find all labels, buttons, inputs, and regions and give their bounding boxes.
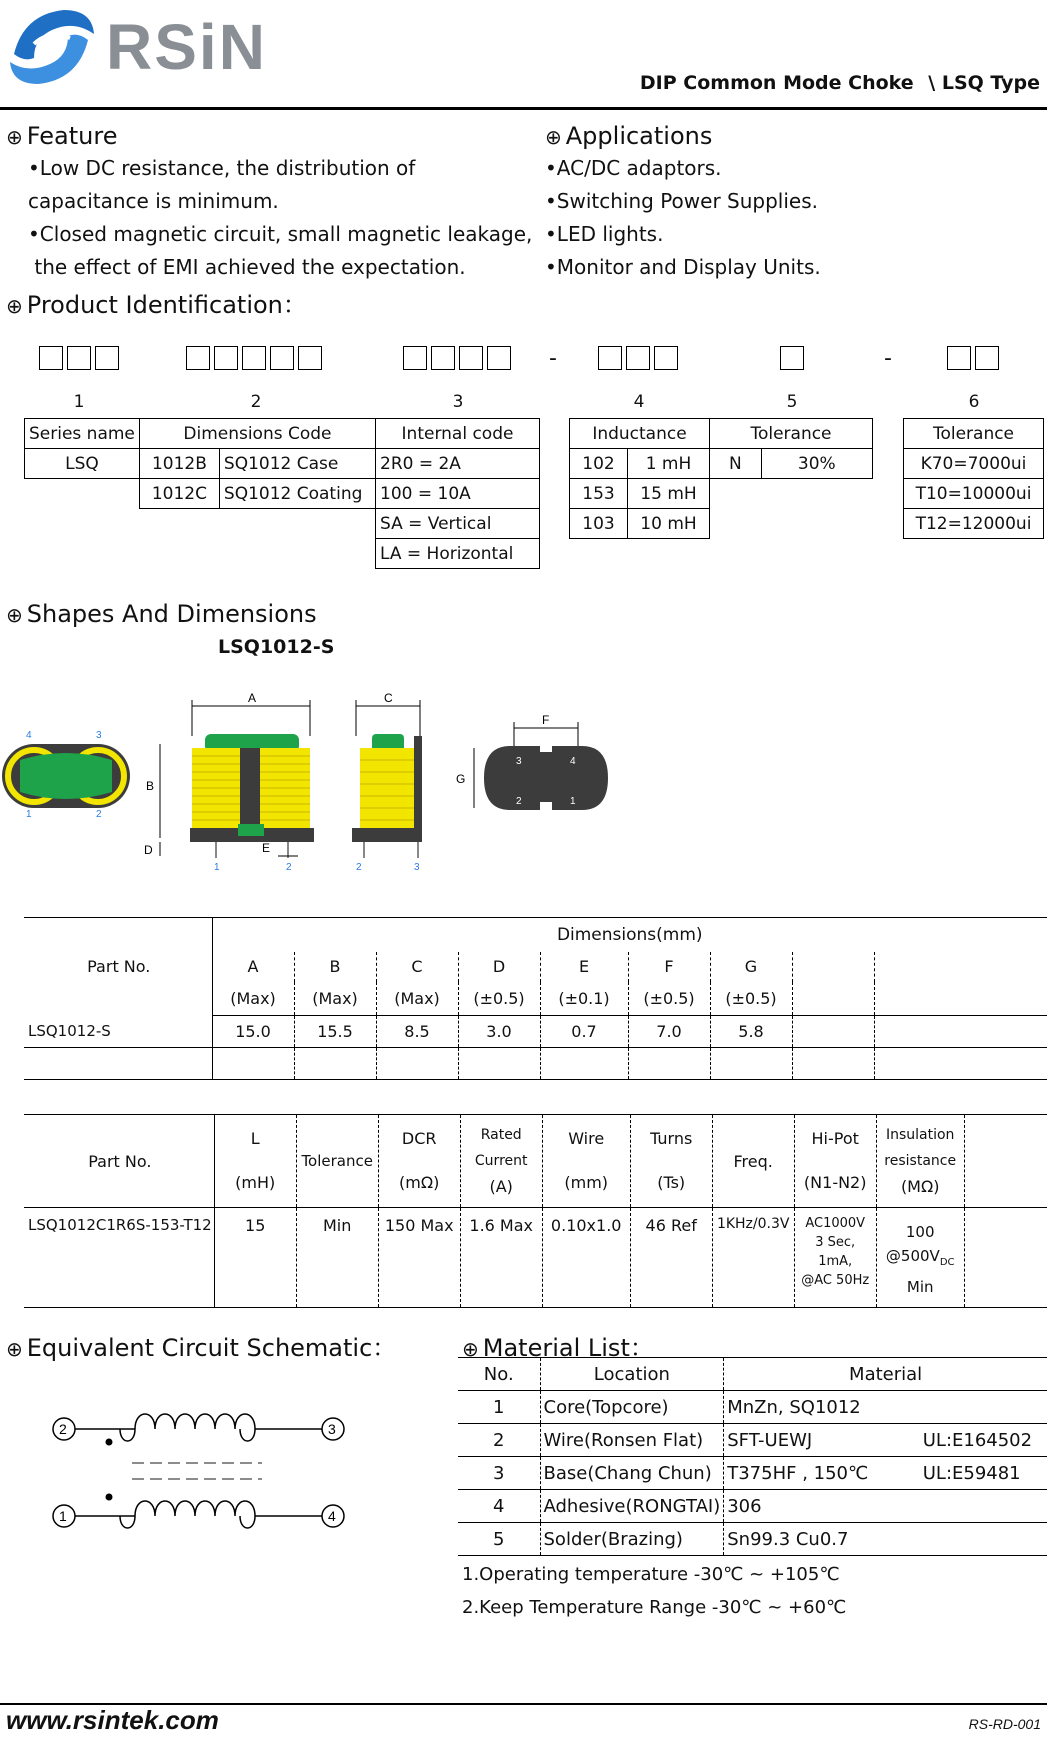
code-dash: -: [549, 346, 557, 371]
dim-col-header: G: [710, 952, 792, 982]
dim-desc: SQ1012 Coating: [219, 479, 375, 509]
pin-label: 1: [26, 809, 32, 820]
elec-tol-header: Tolerance: [296, 1115, 378, 1208]
footer-website-link[interactable]: www.rsintek.com: [6, 1705, 219, 1735]
mat-location: Solder(Brazing): [540, 1523, 724, 1556]
series-dims-table: [24, 418, 540, 569]
dim-label-d: D: [144, 843, 153, 857]
mat-no: 1: [458, 1391, 540, 1424]
node-label: 4: [328, 1508, 336, 1524]
mat-no: 5: [458, 1523, 540, 1556]
hipot-line: 3 Sec,: [815, 1235, 856, 1250]
feature-line: •Low DC resistance, the distribution of: [28, 156, 416, 180]
dim-code: 1012B: [139, 449, 219, 479]
dim-tol: (Max): [212, 982, 294, 1016]
elec-header-line: (mH): [235, 1173, 276, 1192]
hipot-line: 1mA,: [818, 1254, 853, 1269]
dim-col-header: B: [294, 952, 376, 982]
mat-header: Location: [540, 1358, 724, 1391]
elec-part-header: Part No.: [88, 1151, 152, 1171]
node-label: 1: [59, 1508, 67, 1524]
applications-heading: [545, 122, 712, 150]
dims-header: Dimensions Code: [139, 419, 375, 449]
elec-header-line: Current: [474, 1153, 528, 1169]
elec-freq-value: 1KHz/0.3V: [712, 1208, 794, 1308]
code-number: 1: [73, 392, 85, 412]
inductance-code: 153: [570, 479, 628, 509]
schematic-heading: [6, 1328, 396, 1363]
elec-part-value: LSQ1012C1R6S-153-T12: [28, 1216, 212, 1234]
material-note: 1.Operating temperature -30℃ ~ +105℃: [462, 1564, 840, 1585]
material-notes: [462, 1558, 846, 1624]
elec-dcr-value: 150 Max: [378, 1208, 460, 1308]
tolerance2-value: T12=12000ui: [904, 509, 1044, 539]
elec-l-header: [214, 1115, 296, 1208]
elec-hipot-value: [794, 1208, 876, 1308]
code-boxes-6: [947, 346, 999, 370]
dim-label-f: F: [542, 713, 550, 727]
elec-header-line: (MΩ): [900, 1177, 940, 1196]
elec-header-line: Wire: [568, 1129, 605, 1148]
section-bullet-icon: ⊕: [6, 603, 23, 627]
elec-freq-header: Freq.: [712, 1115, 794, 1208]
dim-part-value: LSQ1012-S: [24, 1016, 212, 1048]
elec-ins-value: [876, 1208, 964, 1308]
dim-tol: (±0.5): [458, 982, 540, 1016]
section-bullet-icon: ⊕: [6, 1337, 23, 1361]
series-header: Series name: [25, 419, 140, 449]
mat-header: No.: [458, 1358, 540, 1391]
product-id-heading: [6, 285, 307, 320]
internal-code: 100 = 10A: [376, 479, 540, 509]
dim-col-header: C: [376, 952, 458, 982]
pin-label: 3: [516, 756, 522, 767]
elec-l-value: 15: [214, 1208, 296, 1308]
elec-wire-header: [542, 1115, 630, 1208]
mat-material: T375HF , 150℃: [724, 1457, 920, 1490]
side-view: [352, 691, 422, 870]
dim-label-c: C: [384, 691, 393, 705]
doc-title-text: DIP Common Mode Choke: [639, 72, 914, 94]
mat-ul: [920, 1523, 1047, 1556]
ins-line: [879, 1244, 962, 1275]
pin-label: 2: [286, 862, 292, 870]
material-tolerance-table: [903, 418, 1044, 539]
tolerance-code: N: [710, 449, 762, 479]
mat-ul: UL:E164502: [920, 1424, 1047, 1457]
hipot-line: @AC 50Hz: [801, 1273, 870, 1288]
code-boxes-2: [186, 346, 322, 370]
dimensions-table: [24, 917, 1047, 1080]
dim-value: 15.5: [294, 1016, 376, 1048]
elec-header-line: (A): [489, 1177, 513, 1196]
elec-header-line: Rated: [480, 1127, 522, 1143]
code-number: 3: [452, 392, 464, 412]
inductance-code: 102: [570, 449, 628, 479]
tolerance-header: Tolerance: [710, 419, 873, 449]
mat-ul: UL:E59481: [920, 1457, 1047, 1490]
schematic-title: Equivalent Circuit Schematic：: [26, 1334, 397, 1362]
elec-tol-value: Min: [296, 1208, 378, 1308]
dim-label-g: G: [456, 772, 466, 786]
pin-label: 1: [214, 862, 220, 870]
internal-code: 2R0 = 2A: [376, 449, 540, 479]
mat-material: Sn99.3 Cu0.7: [724, 1523, 920, 1556]
dim-col-header: A: [212, 952, 294, 982]
ins-line: 100: [905, 1223, 935, 1241]
mat-no: 3: [458, 1457, 540, 1490]
code-dash: -: [884, 346, 892, 371]
section-bullet-icon: ⊕: [462, 1337, 479, 1361]
material-title: Material List：: [482, 1334, 654, 1362]
top-view: [2, 730, 130, 820]
pin-label: 4: [26, 730, 32, 741]
company-logo: [4, 4, 304, 90]
application-item: •LED lights.: [545, 222, 664, 246]
shapes-heading: [6, 600, 317, 628]
application-item: •AC/DC adaptors.: [545, 156, 722, 180]
dim-tol: (Max): [294, 982, 376, 1016]
section-bullet-icon: ⊕: [6, 125, 23, 149]
pin-label: 2: [516, 796, 522, 807]
mat-material: 306: [724, 1490, 920, 1523]
logo-mark-icon: [4, 4, 99, 90]
elec-turns-header: [630, 1115, 712, 1208]
elec-header-line: DCR: [401, 1129, 437, 1148]
code-boxes-1: [39, 346, 119, 370]
circuit-schematic: [40, 1405, 360, 1545]
inductance-code: 103: [570, 509, 628, 539]
mat-material: MnZn, SQ1012: [724, 1391, 920, 1424]
doc-title: [640, 72, 1040, 94]
application-item: •Switching Power Supplies.: [545, 189, 818, 213]
dim-col-header: E: [540, 952, 628, 982]
pin-label: 2: [356, 862, 362, 870]
elec-ins-header: [876, 1115, 964, 1208]
dim-value: 5.8: [710, 1016, 792, 1048]
elec-rated-header: [460, 1115, 542, 1208]
product-id-title: Product Identification：: [26, 291, 307, 319]
series-value: LSQ: [25, 449, 140, 479]
mat-location: Wire(Ronsen Flat): [540, 1424, 724, 1457]
hipot-line: AC1000V: [805, 1216, 866, 1231]
node-label: 3: [328, 1421, 336, 1437]
feature-title: Feature: [26, 122, 118, 150]
material-note: 2.Keep Temperature Range -30℃ ~ +60℃: [462, 1597, 847, 1618]
code-number: 2: [250, 392, 262, 412]
pin-label: 3: [96, 730, 102, 741]
inductance-value: 1 mH: [628, 449, 710, 479]
feature-line: capacitance is minimum.: [28, 189, 279, 213]
pin-label: 2: [96, 809, 102, 820]
dim-tol: (Max): [376, 982, 458, 1016]
elec-header-line: Turns: [650, 1129, 693, 1148]
internal-code: SA = Vertical: [376, 509, 540, 539]
mat-ul: [920, 1391, 1047, 1424]
elec-header-line: resistance: [884, 1153, 957, 1169]
tolerance-value: 30%: [761, 449, 872, 479]
elec-header-line: (Ts): [657, 1173, 686, 1192]
doc-type-text: \ LSQ Type: [928, 72, 1040, 94]
ins-volt: @500V: [885, 1247, 940, 1265]
mat-ul: [920, 1490, 1047, 1523]
mat-header: Material: [724, 1358, 1047, 1391]
node-label: 2: [59, 1421, 67, 1437]
mat-no: 2: [458, 1424, 540, 1457]
internal-code: LA = Horizontal: [376, 539, 540, 569]
section-bullet-icon: ⊕: [6, 294, 23, 318]
section-bullet-icon: ⊕: [545, 125, 562, 149]
mat-no: 4: [458, 1490, 540, 1523]
dim-value: 3.0: [458, 1016, 540, 1048]
bottom-view: [456, 713, 608, 810]
internal-header: Internal code: [376, 419, 540, 449]
mat-material: SFT-UEWJ: [724, 1424, 920, 1457]
elec-header-line: Insulation: [885, 1127, 955, 1143]
inductance-value: 15 mH: [628, 479, 710, 509]
dim-label-b: B: [146, 779, 155, 793]
dim-label-a: A: [248, 691, 257, 705]
elec-header-line: (N1-N2): [803, 1173, 867, 1192]
elec-header-line: (mΩ): [399, 1173, 440, 1192]
pin-label: 1: [570, 796, 576, 807]
elec-header-line: (mm): [564, 1173, 609, 1192]
mat-location: Core(Topcore): [540, 1391, 724, 1424]
code-number: 6: [968, 392, 980, 412]
elec-header-line: L: [250, 1129, 260, 1148]
header-rule: [0, 107, 1047, 110]
dim-tol: (±0.5): [710, 982, 792, 1016]
elec-header-line: Hi-Pot: [811, 1129, 859, 1148]
dim-col-header: D: [458, 952, 540, 982]
dim-part-header: Part No.: [24, 918, 212, 1016]
shapes-title: Shapes And Dimensions: [26, 600, 317, 628]
material-table: [458, 1357, 1047, 1556]
logo-text: RSiN: [106, 11, 267, 83]
pin-label: 3: [414, 862, 420, 870]
elec-hipot-header: [794, 1115, 876, 1208]
code-number: 4: [633, 392, 645, 412]
dim-value: 0.7: [540, 1016, 628, 1048]
elec-turns-value: 46 Ref: [630, 1208, 712, 1308]
dim-tol: (±0.1): [540, 982, 628, 1016]
dim-value: 7.0: [628, 1016, 710, 1048]
ins-sub: DC: [939, 1257, 955, 1268]
dim-value: 15.0: [212, 1016, 294, 1048]
footer-doc-code: RS-RD-001: [968, 1716, 1041, 1732]
feature-line: •Closed magnetic circuit, small magnetic leakage,: [28, 222, 533, 246]
elec-dcr-header: [378, 1115, 460, 1208]
dim-col-header: F: [628, 952, 710, 982]
applications-list: [545, 152, 821, 284]
dim-tol: (±0.5): [628, 982, 710, 1016]
electrical-table: [24, 1114, 1047, 1308]
shapes-subtitle: LSQ1012-S: [218, 636, 335, 658]
dim-value: 8.5: [376, 1016, 458, 1048]
dim-group-header: Dimensions(mm): [212, 918, 1047, 952]
tolerance2-value: K70=7000ui: [904, 449, 1044, 479]
feature-heading: [6, 122, 117, 150]
dim-label-e: E: [262, 841, 271, 855]
code-boxes-4: [598, 346, 678, 370]
inductance-value: 10 mH: [628, 509, 710, 539]
dim-desc: SQ1012 Case: [219, 449, 375, 479]
dim-code: 1012C: [139, 479, 219, 509]
shapes-drawing: [0, 690, 620, 870]
applications-title: Applications: [565, 122, 713, 150]
application-item: •Monitor and Display Units.: [545, 255, 821, 279]
code-boxes-5: [780, 346, 804, 370]
elec-rated-value: 1.6 Max: [460, 1208, 542, 1308]
feature-line: the effect of EMI achieved the expectation.: [28, 255, 466, 279]
ins-line: Min: [906, 1278, 934, 1296]
tolerance2-header: Tolerance: [904, 419, 1044, 449]
feature-text: [28, 152, 532, 284]
tolerance2-value: T10=10000ui: [904, 479, 1044, 509]
front-view: [144, 691, 314, 870]
code-number: 5: [786, 392, 798, 412]
mat-location: Base(Chang Chun): [540, 1457, 724, 1490]
code-boxes-3: [403, 346, 511, 370]
elec-wire-value: 0.10x1.0: [542, 1208, 630, 1308]
inductance-header: Inductance: [570, 419, 710, 449]
pin-label: 4: [570, 756, 576, 767]
inductance-table: [569, 418, 873, 539]
mat-location: Adhesive(RONGTAI): [540, 1490, 724, 1523]
